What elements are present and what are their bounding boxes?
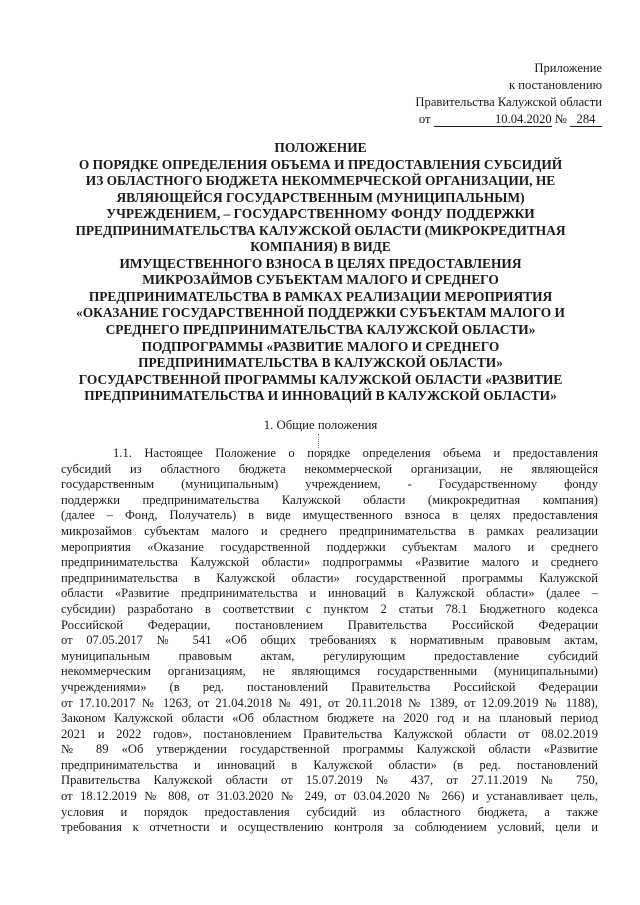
title-line: ЯВЛЯЮЩЕЙСЯ ГОСУДАРСТВЕННЫМ (МУНИЦИПАЛЬНЫМ) (116, 189, 525, 205)
title-line: УЧРЕЖДЕНИЕМ, – ГОСУДАРСТВЕННОМУ ФОНДУ ПОДДЕРЖКИ (106, 206, 535, 222)
body-line: 1.1. Настоящее Положение о порядке определения объема и предоставления (113, 446, 598, 460)
body-line: субсидий из областного бюджета некоммерческой организации, не являющейся (61, 461, 598, 476)
body-line: предпринимательства в Калужской области» государственной программы Калужской (61, 570, 598, 585)
section-heading: 1. Общие положения (263, 418, 378, 432)
title-line: ПОЛОЖЕНИЕ (274, 140, 367, 155)
date-prefix: от (418, 112, 431, 126)
body-line: Правительства Калужской области от 15.07.2019 № 437, от 27.11.2019 № 750, (61, 773, 598, 788)
body-line: условия и порядок предоставления субсидий из областного бюджета, а также (61, 804, 598, 819)
body-line: предпринимательства Калужской области» подпрограммы «Развитие малого и среднего (61, 555, 598, 570)
resolution-number: 284 (570, 112, 602, 127)
body-line: от 07.05.2017 № 541 «Об общих требованиях к нормативным правовым актам, (61, 633, 598, 648)
title-line: ПРЕДПРИНИМАТЕЛЬСТВА И ИННОВАЦИЙ В КАЛУЖСКОЙ ОБЛАСТИ» (84, 388, 557, 404)
body-line: Законом Калужской области «Об областном бюджете на 2020 год и на плановый период (61, 711, 598, 726)
title-line: ГОСУДАРСТВЕННОЙ ПРОГРАММЫ КАЛУЖСКОЙ ОБЛАСТИ «РАЗВИТИЕ (78, 371, 563, 387)
title-line: КОМПАНИЯ) В ВИДЕ (250, 239, 391, 255)
body-line: 2021 и 2022 годов», постановлением Правительства Калужской области от 08.02.2019 (61, 726, 598, 741)
title-line: ПРЕДПРИНИМАТЕЛЬСТВА В КАЛУЖСКОЙ ОБЛАСТИ» (138, 355, 503, 371)
body-line: от 17.10.2017 № 1263, от 21.04.2018 № 491, от 20.11.2018 № 1389, от 12.09.2019 № 1188), (61, 695, 598, 710)
body-line: субсидии) разработано в соответствии с пунктом 2 статьи 78.1 Бюджетного кодекса (61, 601, 598, 616)
title-line: ИЗ ОБЛАСТНОГО БЮДЖЕТА НЕКОММЕРЧЕСКОЙ ОРГАНИЗАЦИИ, НЕ (85, 173, 556, 189)
body-line: государственным (муниципальным) учреждением, - Государственному фонду (61, 477, 598, 492)
appendix-label: Приложение (534, 61, 602, 75)
appendix-header (342, 60, 602, 128)
title-line: О ПОРЯДКЕ ОПРЕДЕЛЕНИЯ ОБЪЕМА И ПРЕДОСТАВЛЕНИЯ СУБСИДИЙ (78, 156, 563, 172)
body-line: учреждениями» (в ред. постановлений Правительства Российской Федерации (61, 679, 598, 694)
body-line: области «Развитие предпринимательства и инноваций в Калужской области» (далее – (61, 586, 598, 601)
document-title (48, 140, 593, 405)
title-line: ПРЕДПРИНИМАТЕЛЬСТВА КАЛУЖСКОЙ ОБЛАСТИ (МИКРОКРЕДИТНАЯ (75, 222, 566, 238)
body-line: муниципальным правовым актам, регулирующим предоставление субсидий (61, 648, 598, 663)
body-line: Российской Федерации, постановлением Правительства Российской Федерации (61, 617, 598, 632)
body-line: (далее – Фонд, Получатель) в виде имущественного взноса в целях предоставления (61, 508, 598, 523)
body-line: требования к отчетности и осуществлению контроля за соблюдением условий, цели и (61, 820, 598, 835)
title-line: ПОДПРОГРАММЫ «РАЗВИТИЕ МАЛОГО И СРЕДНЕГО (141, 338, 500, 354)
appendix-date-row (342, 111, 602, 128)
number-sign: № (554, 112, 567, 126)
title-line: ПРЕДПРИНИМАТЕЛЬСТВА В РАМКАХ РЕАЛИЗАЦИИ МЕРОПРИЯТИЯ (88, 288, 553, 304)
body-line: поддержки предпринимательства Калужской области (микрокредитная компания) (61, 492, 598, 507)
title-line: «ОКАЗАНИЕ ГОСУДАРСТВЕННОЙ ПОДДЕРЖКИ СУБЪЕКТАМ МАЛОГО И (76, 305, 565, 321)
appendix-government: Правительства Калужской области (415, 95, 602, 109)
resolution-date: 10.04.2020 (434, 112, 552, 127)
body-line: мероприятия «Оказание государственной поддержки субъектам малого и среднего (61, 539, 598, 554)
body-line: микрозаймов субъектам малого и среднего предпринимательства в рамках реализации (61, 523, 598, 538)
body-line: предпринимательства и инноваций в Калужской области» (в ред. постановлений (61, 757, 598, 772)
body-line: № 89 «Об утверждении государственной программы Калужской области «Развитие (61, 742, 598, 757)
appendix-resolution-ref: к постановлению (508, 78, 602, 92)
body-line: некоммерческим организациям, не являющимся государственными (муниципальными) (61, 664, 598, 679)
title-line: МИКРОЗАЙМОВ СУБЪЕКТАМ МАЛОГО И СРЕДНЕГО (142, 272, 499, 288)
title-line: СРЕДНЕГО ПРЕДПРИНИМАТЕЛЬСТВА КАЛУЖСКОЙ ОБЛАСТИ» (105, 322, 536, 338)
title-line: ИМУЩЕСТВЕННОГО ВЗНОСА В ЦЕЛЯХ ПРЕДОСТАВЛЕНИЯ (119, 255, 522, 271)
body-line: от 18.12.2019 № 808, от 31.03.2020 № 249, от 03.04.2020 № 266) и устанавливает цель, (61, 789, 598, 804)
paragraph-1-1 (61, 446, 598, 836)
